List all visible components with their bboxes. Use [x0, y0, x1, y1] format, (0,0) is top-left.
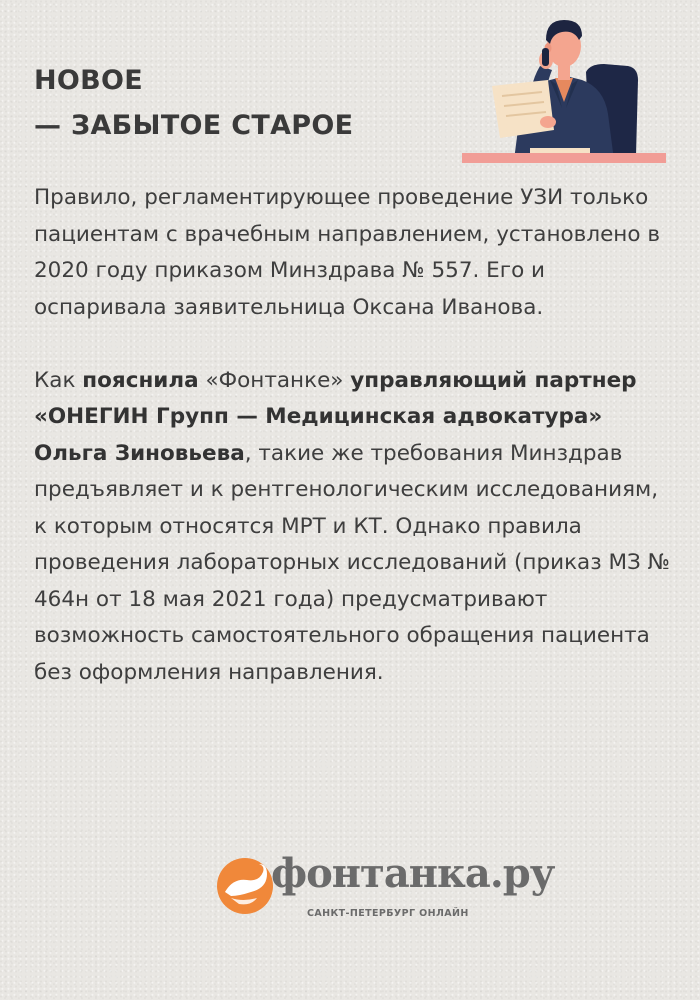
- fontanka-swan-icon: [213, 852, 279, 918]
- page-title: [34, 58, 353, 148]
- logo-tagline: САНКТ-ПЕТЕРБУРГ ОНЛАЙН: [307, 908, 469, 919]
- paragraph-1: Правило, регламентирующее проведение УЗИ только пациентам с врачебным направлением, установлено в 2020 году приказом Минздрава № 557. Его и оспаривала заявительница Оксана Иванова.: [34, 185, 661, 320]
- title-line-2: — ЗАБЫТОЕ СТАРОЕ: [34, 110, 354, 141]
- title-line-1: НОВОЕ: [34, 65, 144, 96]
- fontanka-logo: [213, 850, 555, 932]
- man-on-phone-illustration: [458, 10, 670, 170]
- p2-text-2: «Фонтанке»: [198, 367, 351, 393]
- article-body: [34, 180, 674, 691]
- p2-bold-1: пояснила: [82, 367, 199, 393]
- logo-wordmark: фонтанка.ру: [271, 850, 555, 897]
- paragraph-2: [34, 363, 674, 692]
- p2-text-1: Как: [34, 367, 83, 393]
- p2-bold-2: управляющий партнер «ОНЕГИН Групп — Медицинская адвокатура» Ольга Зиновьева: [34, 367, 637, 466]
- p2-text-3: , такие же требования Минздрав предъявляет и к рентгенологическим исследованиям, к которым относятся МРТ и КТ. Однако правила проведения лабораторных исследований (приказ МЗ № 464н от 18 мая 2021 года) предусматривают возможность самостоятельного обращения пациента без оформления направления.: [34, 440, 671, 685]
